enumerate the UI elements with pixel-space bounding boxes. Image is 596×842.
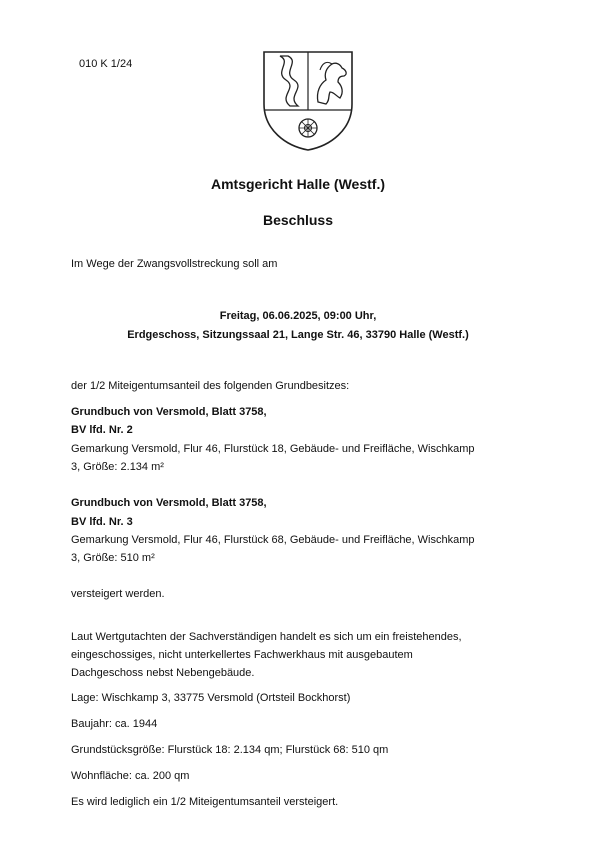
plot-size: Grundstücksgröße: Flurstück 18: 2.134 qm; Flurstück 68: 510 qm xyxy=(71,744,389,756)
auction-text: versteigert werden. xyxy=(71,588,165,600)
appraisal-line-2: eingeschossiges, nicht unterkellertes Fachwerkhaus mit ausgebautem xyxy=(71,649,413,661)
intro-text: Im Wege der Zwangsvollstreckung soll am xyxy=(71,258,278,270)
share-intro: der 1/2 Miteigentumsanteil des folgenden Grundbesitzes: xyxy=(71,380,350,392)
parcel-2-bv: BV lfd. Nr. 3 xyxy=(71,516,133,528)
construction-year: Baujahr: ca. 1944 xyxy=(71,718,158,730)
court-name: Amtsgericht Halle (Westf.) xyxy=(211,176,385,192)
share-note: Es wird lediglich ein 1/2 Miteigentumsanteil versteigert. xyxy=(71,796,339,808)
parcel-1-desc: Gemarkung Versmold, Flur 46, Flurstück 18, Gebäude- und Freifläche, Wischkamp xyxy=(71,443,475,455)
document-title: Beschluss xyxy=(262,212,334,228)
living-area: Wohnfläche: ca. 200 qm xyxy=(71,770,190,782)
parcel-2-desc: Gemarkung Versmold, Flur 46, Flurstück 68, Gebäude- und Freifläche, Wischkamp xyxy=(71,534,475,546)
parcel-1-bv: BV lfd. Nr. 2 xyxy=(71,424,133,436)
parcel-1-register: Grundbuch von Versmold, Blatt 3758, xyxy=(71,406,267,418)
auction-date: Freitag, 06.06.2025, 09:00 Uhr, xyxy=(219,310,377,322)
parcel-2-size: 3, Größe: 510 m² xyxy=(71,552,155,564)
appraisal-line-3: Dachgeschoss nebst Nebengebäude. xyxy=(71,667,255,679)
auction-location: Erdgeschoss, Sitzungssaal 21, Lange Str. 46, 33790 Halle (Westf.) xyxy=(127,329,469,341)
property-location: Lage: Wischkamp 3, 33775 Versmold (Ortsteil Bockhorst) xyxy=(71,692,351,704)
file-number: 010 K 1/24 xyxy=(79,58,133,70)
appraisal-line-1: Laut Wertgutachten der Sachverständigen handelt es sich um ein freistehendes, xyxy=(71,631,462,643)
parcel-2-register: Grundbuch von Versmold, Blatt 3758, xyxy=(71,497,267,509)
parcel-1-size: 3, Größe: 2.134 m² xyxy=(71,461,164,473)
nrw-coat-of-arms-icon xyxy=(260,48,356,152)
